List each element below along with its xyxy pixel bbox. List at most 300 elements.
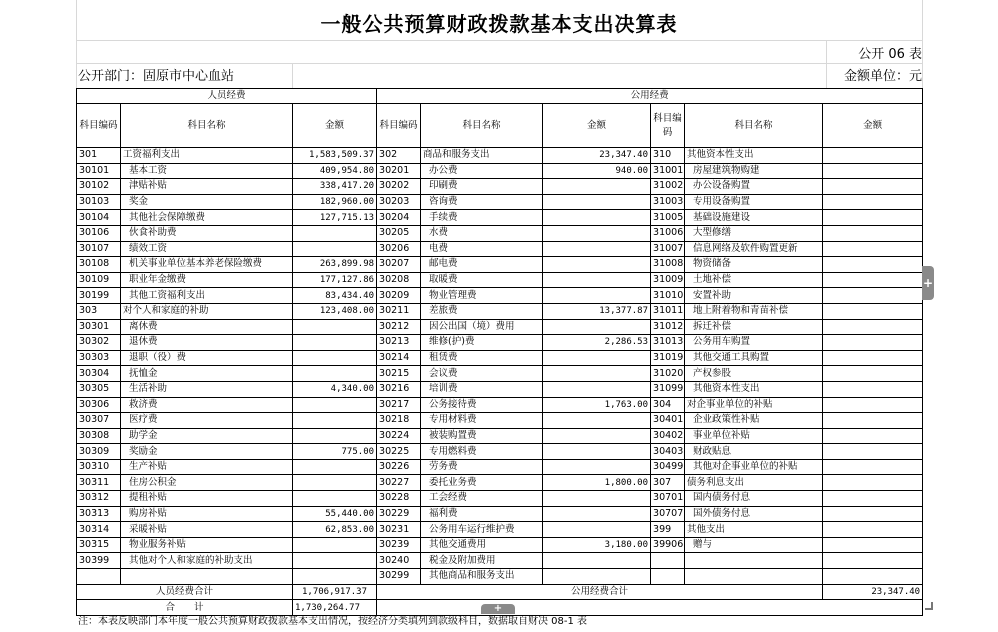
cell-code: 30308 (77, 428, 121, 444)
cell-name: 邮电费 (421, 257, 543, 273)
cell-name: 奖金 (121, 194, 293, 210)
cell-name: 伙食补助费 (121, 225, 293, 241)
cell-name: 其他工资福利支出 (121, 288, 293, 304)
column-header-row (77, 104, 923, 148)
cell-amount (293, 335, 377, 351)
cell-name: 其他交通工具购置 (685, 350, 823, 366)
public-total-value: 23,347.40 (823, 584, 923, 600)
cell-amount: 940.00 (543, 163, 651, 179)
footnote: 注：本表反映部门本年度一般公共预算财政拨款基本支出情况，按经济分类填列到款级科目，数据取自财决 08-1 表 (78, 616, 588, 627)
cell-amount: 409,954.80 (293, 163, 377, 179)
cell-code: 31010 (651, 288, 685, 304)
cell-amount: 263,899.98 (293, 257, 377, 273)
cell-code: 31008 (651, 257, 685, 273)
cell-name: 救济费 (121, 397, 293, 413)
cell-name: 退休费 (121, 335, 293, 351)
cell-code: 31006 (651, 225, 685, 241)
cell-code: 307 (651, 475, 685, 491)
cell-code: 31007 (651, 241, 685, 257)
cell-name: 企业政策性补贴 (685, 413, 823, 429)
cell-amount (543, 444, 651, 460)
cell-amount (543, 288, 651, 304)
cell-name: 手续费 (421, 210, 543, 226)
table-row (77, 475, 923, 491)
cell-code: 30311 (77, 475, 121, 491)
cell-code: 30108 (77, 257, 121, 273)
cell-code: 30228 (377, 491, 421, 507)
cell-amount (823, 537, 923, 553)
cell-name: 房屋建筑物购建 (685, 163, 823, 179)
cell-name: 税金及附加费用 (421, 553, 543, 569)
cell-name: 因公出国（境）费用 (421, 319, 543, 335)
cell-name: 租赁费 (421, 350, 543, 366)
cell-code: 30227 (377, 475, 421, 491)
table-row (77, 241, 923, 257)
cell-code: 30306 (77, 397, 121, 413)
department-label: 公开部门：固原市中心血站 (78, 69, 235, 84)
cell-name: 提租补贴 (121, 491, 293, 507)
cell-amount (293, 397, 377, 413)
table-row (77, 148, 923, 164)
cell-amount (823, 350, 923, 366)
cell-name: 福利费 (421, 506, 543, 522)
grand-total-label: 合 计 (77, 600, 293, 616)
page-title: 一般公共预算财政拨款基本支出决算表 (320, 12, 678, 36)
cell-code: 30231 (377, 522, 421, 538)
cell-name: 电费 (421, 241, 543, 257)
cell-name (685, 553, 823, 569)
cell-code: 302 (377, 148, 421, 164)
cell-amount (543, 350, 651, 366)
cell-amount: 775.00 (293, 444, 377, 460)
col-header-name: 科目名称 (421, 104, 543, 148)
cell-name: 采暖补贴 (121, 522, 293, 538)
cell-name: 大型修缮 (685, 225, 823, 241)
grid-line (292, 63, 293, 88)
section-public: 公用经费 (377, 89, 923, 104)
cell-amount (823, 241, 923, 257)
cell-amount (543, 257, 651, 273)
table-row (77, 288, 923, 304)
table-row (77, 257, 923, 273)
cell-name: 生产补贴 (121, 459, 293, 475)
cell-name: 工会经费 (421, 491, 543, 507)
cell-code: 31001 (651, 163, 685, 179)
cell-name: 奖励金 (121, 444, 293, 460)
grid-line (826, 40, 827, 88)
cell-amount (823, 257, 923, 273)
cell-amount (823, 303, 923, 319)
cell-amount (543, 225, 651, 241)
cell-code (651, 569, 685, 585)
cell-amount (293, 475, 377, 491)
cell-amount (823, 335, 923, 351)
cell-code: 30202 (377, 179, 421, 195)
cell-code: 30402 (651, 428, 685, 444)
cell-amount: 182,960.00 (293, 194, 377, 210)
section-header-row (77, 89, 923, 104)
cell-amount (823, 210, 923, 226)
cell-amount: 1,800.00 (543, 475, 651, 491)
cell-amount (543, 428, 651, 444)
cell-name: 购房补贴 (121, 506, 293, 522)
cell-code: 31099 (651, 381, 685, 397)
cell-name: 国内债务付息 (685, 491, 823, 507)
col-header-amount: 金额 (543, 104, 651, 148)
cell-name: 物业管理费 (421, 288, 543, 304)
cell-code: 30707 (651, 506, 685, 522)
cell-code: 30315 (77, 537, 121, 553)
cell-code: 31003 (651, 194, 685, 210)
resize-handle[interactable] (925, 602, 933, 610)
cell-code: 31013 (651, 335, 685, 351)
cell-name (121, 569, 293, 585)
cell-amount (293, 319, 377, 335)
cell-name: 对个人和家庭的补助 (121, 303, 293, 319)
cell-code: 31005 (651, 210, 685, 226)
cell-code: 30101 (77, 163, 121, 179)
cell-code: 30109 (77, 272, 121, 288)
cell-amount (543, 272, 651, 288)
cell-name: 事业单位补贴 (685, 428, 823, 444)
table-row (77, 413, 923, 429)
cell-name: 取暖费 (421, 272, 543, 288)
col-header-code: 科目编码 (377, 104, 421, 148)
cell-amount (823, 319, 923, 335)
cell-name: 劳务费 (421, 459, 543, 475)
cell-name: 咨询费 (421, 194, 543, 210)
cell-amount (543, 522, 651, 538)
cell-amount: 3,180.00 (543, 537, 651, 553)
cell-amount (543, 179, 651, 195)
table-row (77, 537, 923, 553)
table-row (77, 194, 923, 210)
cell-code: 301 (77, 148, 121, 164)
cell-name: 专用燃料费 (421, 444, 543, 460)
cell-name: 会议费 (421, 366, 543, 382)
cell-amount (823, 444, 923, 460)
cell-amount (543, 553, 651, 569)
cell-code: 30199 (77, 288, 121, 304)
cell-code: 30240 (377, 553, 421, 569)
grid-line (76, 63, 922, 64)
cell-code: 31009 (651, 272, 685, 288)
cell-name: 拆迁补偿 (685, 319, 823, 335)
cell-code: 30403 (651, 444, 685, 460)
unit-label: 金额单位：元 (843, 69, 922, 84)
cell-amount: 1,763.00 (543, 397, 651, 413)
cell-code: 30212 (377, 319, 421, 335)
cell-code: 30302 (77, 335, 121, 351)
cell-name: 退职（役）费 (121, 350, 293, 366)
cell-amount (293, 350, 377, 366)
cell-code: 30209 (377, 288, 421, 304)
cell-amount: 55,440.00 (293, 506, 377, 522)
cell-code: 310 (651, 148, 685, 164)
cell-code (77, 569, 121, 585)
table-row (77, 506, 923, 522)
cell-amount (823, 413, 923, 429)
cell-amount (823, 288, 923, 304)
table-row (77, 522, 923, 538)
cell-name: 其他交通费用 (421, 537, 543, 553)
cell-name: 职业年金缴费 (121, 272, 293, 288)
cell-code: 30224 (377, 428, 421, 444)
cell-code: 30226 (377, 459, 421, 475)
cell-code: 30208 (377, 272, 421, 288)
cell-name: 专用设备购置 (685, 194, 823, 210)
cell-name: 其他支出 (685, 522, 823, 538)
cell-code: 30207 (377, 257, 421, 273)
cell-code: 31020 (651, 366, 685, 382)
cell-name: 基础设施建设 (685, 210, 823, 226)
cell-amount (543, 491, 651, 507)
cell-name: 其他社会保障缴费 (121, 210, 293, 226)
cell-amount (543, 241, 651, 257)
cell-name: 专用材料费 (421, 413, 543, 429)
cell-code: 31019 (651, 350, 685, 366)
cell-code: 30401 (651, 413, 685, 429)
cell-amount (293, 428, 377, 444)
cell-name: 信息网络及软件购置更新 (685, 241, 823, 257)
cell-amount (823, 194, 923, 210)
cell-name: 其他商品和服务支出 (421, 569, 543, 585)
cell-amount (543, 319, 651, 335)
cell-amount (823, 553, 923, 569)
cell-amount (823, 366, 923, 382)
cell-amount (293, 553, 377, 569)
cell-code: 30217 (377, 397, 421, 413)
cell-code (651, 553, 685, 569)
col-header-code: 科目编码 (651, 104, 685, 148)
cell-amount (823, 381, 923, 397)
expand-row-button[interactable]: + (481, 604, 515, 614)
cell-code: 39906 (651, 537, 685, 553)
cell-code: 30218 (377, 413, 421, 429)
table-row (77, 491, 923, 507)
table-row (77, 319, 923, 335)
cell-name: 委托业务费 (421, 475, 543, 491)
cell-name: 物资储备 (685, 257, 823, 273)
cell-code: 30215 (377, 366, 421, 382)
table-row (77, 366, 923, 382)
cell-code: 30239 (377, 537, 421, 553)
cell-amount (543, 569, 651, 585)
table-row (77, 428, 923, 444)
cell-amount (293, 241, 377, 257)
cell-name: 其他资本性支出 (685, 148, 823, 164)
cell-code: 30314 (77, 522, 121, 538)
cell-amount (543, 413, 651, 429)
cell-amount (543, 506, 651, 522)
table-row (77, 553, 923, 569)
table-row (77, 569, 923, 585)
cell-name: 物业服务补贴 (121, 537, 293, 553)
cell-name: 办公设备购置 (685, 179, 823, 195)
cell-name: 公务接待费 (421, 397, 543, 413)
cell-amount (293, 366, 377, 382)
cell-amount (823, 163, 923, 179)
cell-code: 31012 (651, 319, 685, 335)
cell-amount: 123,408.00 (293, 303, 377, 319)
personnel-total-row (77, 584, 923, 600)
cell-code: 30216 (377, 381, 421, 397)
cell-code: 30304 (77, 366, 121, 382)
cell-amount: 127,715.13 (293, 210, 377, 226)
cell-name: 机关事业单位基本养老保险缴费 (121, 257, 293, 273)
table-row (77, 397, 923, 413)
cell-code: 30206 (377, 241, 421, 257)
cell-name: 抚恤金 (121, 366, 293, 382)
public-total-label: 公用经费合计 (377, 584, 823, 600)
cell-name: 其他对企事业单位的补贴 (685, 459, 823, 475)
cell-amount (823, 491, 923, 507)
cell-amount (293, 413, 377, 429)
table-row (77, 459, 923, 475)
cell-amount (823, 179, 923, 195)
cell-name: 基本工资 (121, 163, 293, 179)
cell-name: 生活补助 (121, 381, 293, 397)
cell-amount (293, 459, 377, 475)
cell-code: 30305 (77, 381, 121, 397)
cell-amount: 338,417.20 (293, 179, 377, 195)
cell-name: 水费 (421, 225, 543, 241)
cell-name: 产权参股 (685, 366, 823, 382)
cell-amount (823, 475, 923, 491)
cell-amount (823, 148, 923, 164)
cell-amount (823, 225, 923, 241)
cell-name: 医疗费 (121, 413, 293, 429)
cell-code: 30399 (77, 553, 121, 569)
expand-column-button[interactable]: + (922, 266, 934, 300)
cell-name: 国外债务付息 (685, 506, 823, 522)
cell-amount (293, 225, 377, 241)
table-row (77, 303, 923, 319)
cell-code: 30203 (377, 194, 421, 210)
cell-code: 30214 (377, 350, 421, 366)
cell-amount (543, 459, 651, 475)
cell-name: 安置补助 (685, 288, 823, 304)
cell-name: 商品和服务支出 (421, 148, 543, 164)
cell-amount: 1,583,509.37 (293, 148, 377, 164)
cell-name (685, 569, 823, 585)
cell-amount (293, 491, 377, 507)
cell-name: 绩效工资 (121, 241, 293, 257)
table-row (77, 335, 923, 351)
cell-amount: 177,127.86 (293, 272, 377, 288)
cell-amount (543, 381, 651, 397)
cell-code: 30307 (77, 413, 121, 429)
form-number: 公开 06 表 (858, 47, 922, 62)
cell-amount (293, 569, 377, 585)
cell-code: 30225 (377, 444, 421, 460)
cell-name: 住房公积金 (121, 475, 293, 491)
cell-code: 30102 (77, 179, 121, 195)
personnel-total-value: 1,706,917.37 (293, 584, 377, 600)
cell-name: 债务利息支出 (685, 475, 823, 491)
cell-amount: 4,340.00 (293, 381, 377, 397)
col-header-code: 科目编码 (77, 104, 121, 148)
cell-name: 津贴补贴 (121, 179, 293, 195)
table-row (77, 225, 923, 241)
cell-name: 土地补偿 (685, 272, 823, 288)
cell-amount (293, 537, 377, 553)
cell-amount: 83,434.40 (293, 288, 377, 304)
cell-code: 30310 (77, 459, 121, 475)
cell-code: 30205 (377, 225, 421, 241)
cell-amount (823, 522, 923, 538)
cell-name: 被装购置费 (421, 428, 543, 444)
grid-line (76, 40, 922, 41)
cell-name: 其他资本性支出 (685, 381, 823, 397)
cell-code: 30499 (651, 459, 685, 475)
cell-amount (543, 210, 651, 226)
cell-code: 30106 (77, 225, 121, 241)
cell-code: 30107 (77, 241, 121, 257)
table-row (77, 210, 923, 226)
cell-code: 30213 (377, 335, 421, 351)
cell-name: 办公费 (421, 163, 543, 179)
cell-amount (543, 194, 651, 210)
cell-code: 30211 (377, 303, 421, 319)
cell-code: 304 (651, 397, 685, 413)
cell-amount (823, 428, 923, 444)
col-header-amount: 金额 (293, 104, 377, 148)
table-row (77, 381, 923, 397)
section-personnel: 人员经费 (77, 89, 377, 104)
cell-code: 399 (651, 522, 685, 538)
cell-amount (823, 569, 923, 585)
col-header-amount: 金额 (823, 104, 923, 148)
table-row (77, 350, 923, 366)
table-row (77, 179, 923, 195)
cell-code: 30204 (377, 210, 421, 226)
cell-amount: 23,347.40 (543, 148, 651, 164)
table-row (77, 272, 923, 288)
personnel-total-label: 人员经费合计 (77, 584, 293, 600)
cell-code: 30313 (77, 506, 121, 522)
table-row (77, 163, 923, 179)
cell-amount (543, 366, 651, 382)
cell-name: 公务用车运行维护费 (421, 522, 543, 538)
cell-name: 工资福利支出 (121, 148, 293, 164)
cell-code: 303 (77, 303, 121, 319)
cell-name: 印刷费 (421, 179, 543, 195)
cell-amount: 62,853.00 (293, 522, 377, 538)
cell-code: 30104 (77, 210, 121, 226)
expenditure-table (76, 88, 923, 616)
cell-amount (823, 459, 923, 475)
cell-name: 培训费 (421, 381, 543, 397)
cell-name: 对企事业单位的补贴 (685, 397, 823, 413)
cell-name: 公务用车购置 (685, 335, 823, 351)
cell-name: 地上附着物和青苗补偿 (685, 303, 823, 319)
cell-name: 差旅费 (421, 303, 543, 319)
cell-name: 赠与 (685, 537, 823, 553)
cell-amount (823, 272, 923, 288)
cell-name: 财政贴息 (685, 444, 823, 460)
cell-code: 30201 (377, 163, 421, 179)
cell-code: 30301 (77, 319, 121, 335)
cell-amount: 13,377.87 (543, 303, 651, 319)
cell-name: 离休费 (121, 319, 293, 335)
col-header-name: 科目名称 (685, 104, 823, 148)
cell-name: 助学金 (121, 428, 293, 444)
cell-code: 30309 (77, 444, 121, 460)
grand-total-value: 1,730,264.77 (293, 600, 377, 616)
cell-name: 其他对个人和家庭的补助支出 (121, 553, 293, 569)
cell-code: 31002 (651, 179, 685, 195)
